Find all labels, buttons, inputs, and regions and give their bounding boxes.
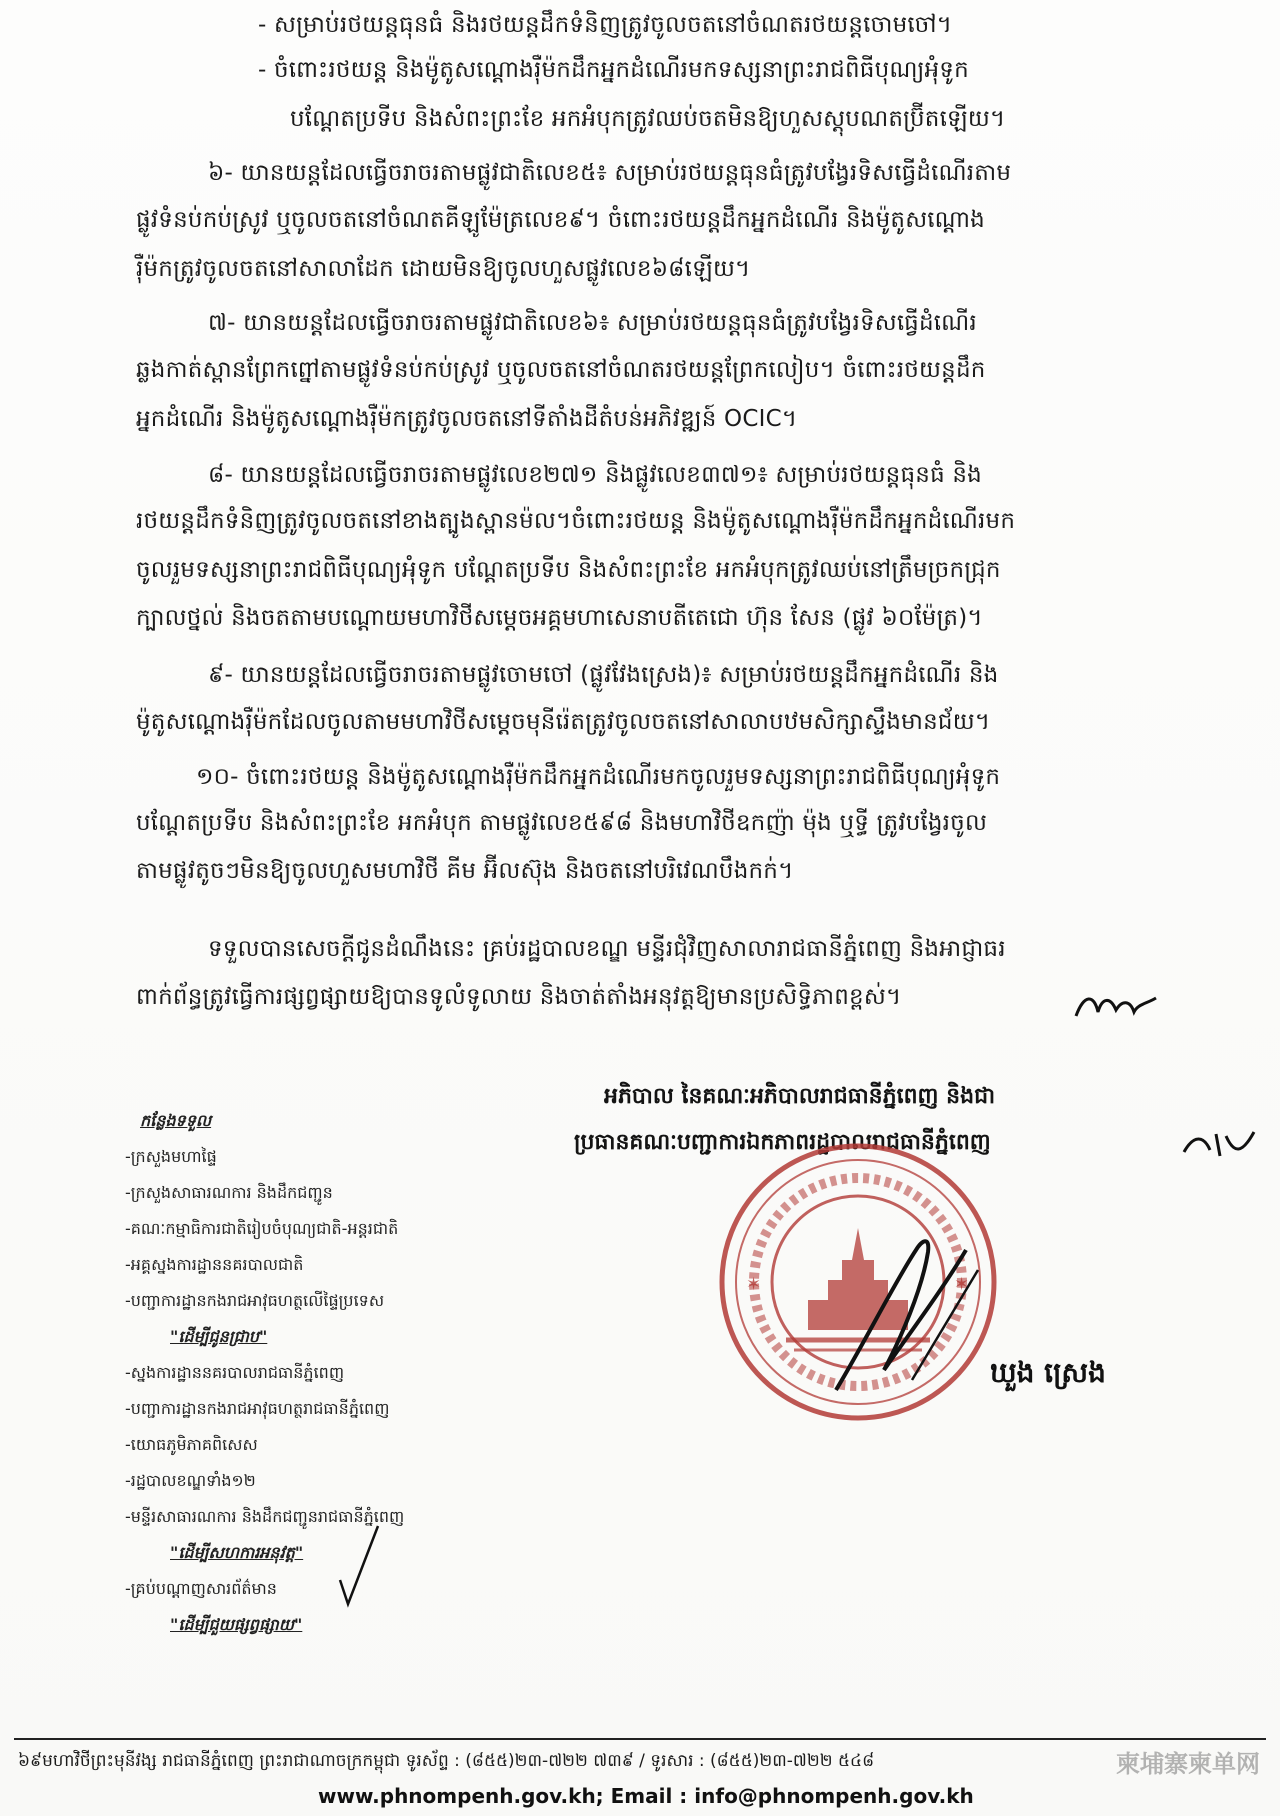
body-line: ទទួលបានសេចក្តីជូនដំណឹងនេះ គ្រប់រដ្ឋបាលខណ្ឌ មន្ទីរជុំវិញសាលារាជធានីភ្នំពេញ និងអាជ្ញាធរ bbox=[208, 936, 1006, 962]
recipient-item: -គ្រប់បណ្តាញសារព័ត៌មាន bbox=[125, 1579, 277, 1598]
handwritten-mark-icon bbox=[1180, 1124, 1260, 1164]
recipient-item: -អគ្គស្នងការដ្ឋាននគរបាលជាតិ bbox=[125, 1255, 304, 1274]
recipient-item: -ក្រសួងសាធារណការ និងដឹកជញ្ជូន bbox=[125, 1183, 333, 1202]
handwritten-initial-icon bbox=[1072, 986, 1162, 1026]
recipient-note: "ដើម្បីសហការអនុវត្ត" bbox=[170, 1543, 304, 1562]
body-line: ១០- ចំពោះរថយន្ត និងម៉ូតូសណ្តោងរ៉ឺម៉កដឹកអ្នកដំណើរមកចូលរួមទស្សនាព្រះរាជពិធីបុណ្យអុំទូក bbox=[196, 764, 1001, 790]
body-line: ចូលរួមទស្សនាព្រះរាជពិធីបុណ្យអុំទូក បណ្តែតប្រទីប និងសំពះព្រះខែ អកអំបុកត្រូវឈប់នៅត្រឹមច្រកជ្រុក bbox=[136, 557, 1001, 583]
body-line: រថយន្តដឹកទំនិញត្រូវចូលចតនៅខាងត្បូងស្ពានម៉ល។ចំពោះរថយន្ត និងម៉ូតូសណ្តោងរ៉ឺម៉កដឹកអ្នកដំណើរមក bbox=[136, 508, 1016, 534]
recipients-title: កន្លែងទទួល bbox=[140, 1111, 212, 1130]
recipient-note: "ដើម្បីជួយផ្សព្វផ្សាយ" bbox=[170, 1615, 303, 1634]
recipient-item: -ស្នងការដ្ឋាននគរបាលរាជធានីភ្នំពេញ bbox=[125, 1363, 345, 1382]
body-line: ផ្លូវទំនប់កប់ស្រូវ ឬចូលចតនៅចំណតគីឡូម៉ែត្រលេខ៩។ ចំពោះរថយន្តដឹកអ្នកដំណើរ និងម៉ូតូសណ្តោង bbox=[136, 207, 985, 233]
body-line: បណ្តែតប្រទីប និងសំពះព្រះខែ អកអំបុកត្រូវឈប់ចតមិនឱ្យហួសស្តុបណតប្រ៊ីតឡើយ។ bbox=[290, 106, 1006, 132]
body-line: រ៉ឺម៉កត្រូវចូលចតនៅសាលាដែក ដោយមិនឱ្យចូលហួសផ្លូវលេខ៦៨ឡើយ។ bbox=[136, 256, 751, 282]
recipient-item: -ក្រសួងមហាផ្ទៃ bbox=[125, 1147, 217, 1166]
body-line: តាមផ្លូវតូចៗមិនឱ្យចូលហួសមហាវិថី គីម អ៊ីលស៊ុង និងចតនៅបរិវេណបឹងកក់។ bbox=[136, 858, 794, 884]
recipient-item: -រដ្ឋបាលខណ្ឌទាំង១២ bbox=[125, 1471, 256, 1490]
official-seal-icon bbox=[716, 1140, 1001, 1425]
body-line: ៨- យានយន្តដែលធ្វើចរាចរតាមផ្លូវលេខ២៧១ និងផ្លូវលេខ៣៧១៖ សម្រាប់រថយន្តធុនធំ និង bbox=[208, 462, 982, 488]
body-line: - សម្រាប់រថយន្តធុនធំ និងរថយន្តដឹកទំនិញត្រូវចូលចតនៅចំណតរថយន្តចោមចៅ។ bbox=[258, 12, 953, 38]
recipient-item: -គណៈកម្មាធិការជាតិរៀបចំបុណ្យជាតិ-អន្តរជាតិ bbox=[125, 1219, 399, 1238]
signatory-title-line1: អភិបាល នៃគណៈអភិបាលរាជធានីភ្នំពេញ និងជា bbox=[604, 1084, 996, 1109]
footer-contact: www.phnompenh.gov.kh; Email : info@phnompenh.gov.kh bbox=[318, 1784, 974, 1808]
footer-address: ៦៩មហាវិថីព្រះមុនីវង្ស រាជធានីភ្នំពេញ ព្រះរាជាណាចក្រកម្ពុជា ទូរស័ព្ទ : (៨៥៥)២៣-៧២២ ៧៣៩ / ទូរសារ : (៨៥៥)២៣-៧២២ ៥៤៨ bbox=[18, 1751, 875, 1771]
body-line: ឆ្លងកាត់ស្ពានព្រែកព្នៅតាមផ្លូវទំនប់កប់ស្រូវ ឬចូលចតនៅចំណតរថយន្តព្រែកលៀប។ ចំពោះរថយន្តដឹក bbox=[136, 357, 986, 383]
body-line: បណ្តែតប្រទីប និងសំពះព្រះខែ អកអំបុក តាមផ្លូវលេខ៥៩៨ និងមហាវិថីឧកញ៉ា ម៉ុង ឬទ្ធី ត្រូវបង្វែរចូល bbox=[136, 810, 988, 836]
recipient-item: -មន្ទីរសាធារណការ និងដឹកជញ្ជូនរាជធានីភ្នំពេញ bbox=[125, 1507, 405, 1526]
signatory-title-line2: ប្រធានគណៈបញ្ជាការឯកភាពរដ្ឋបាលរាជធានីភ្នំពេញ bbox=[574, 1130, 991, 1155]
body-line: - ចំពោះរថយន្ត និងម៉ូតូសណ្តោងរ៉ឺម៉កដឹកអ្នកដំណើរមកទស្សនាព្រះរាជពិធីបុណ្យអុំទូក bbox=[258, 57, 969, 83]
body-line: ៩- យានយន្តដែលធ្វើចរាចរតាមផ្លូវចោមចៅ (ផ្លូវវែងស្រេង)៖ សម្រាប់រថយន្តដឹកអ្នកដំណើរ និង bbox=[208, 662, 999, 688]
recipient-item: -បញ្ជាការដ្ឋានកងរាជអាវុធហត្ថលើផ្ទៃប្រទេស bbox=[125, 1291, 385, 1310]
svg-text:✶: ✶ bbox=[954, 1274, 970, 1295]
body-line: ៧- យានយន្តដែលធ្វើចរាចរតាមផ្លូវជាតិលេខ៦៖ សម្រាប់រថយន្តធុនធំត្រូវបង្វែរទិសធ្វើដំណើរ bbox=[208, 310, 977, 336]
check-mark-icon bbox=[334, 1520, 384, 1610]
signatory-name: ឃួង ស្រេង bbox=[990, 1356, 1106, 1389]
recipient-note: "ដើម្បីជូនជ្រាប" bbox=[170, 1327, 268, 1346]
recipient-item: -យោធភូមិភាគពិសេស bbox=[125, 1435, 258, 1454]
svg-text:✶: ✶ bbox=[746, 1274, 762, 1295]
footer-divider bbox=[14, 1738, 1266, 1740]
body-line: ពាក់ព័ន្ធត្រូវធ្វើការផ្សព្វផ្សាយឱ្យបានទូលំទូលាយ និងចាត់តាំងអនុវត្តឱ្យមានប្រសិទ្ធិភាពខ្ពស់។ bbox=[136, 984, 902, 1010]
watermark-text: 柬埔寨柬单网 bbox=[1116, 1750, 1260, 1778]
body-line: ម៉ូតូសណ្តោងរ៉ឺម៉កដែលចូលតាមមហាវិថីសម្តេចមុនីរ៉េតត្រូវចូលចតនៅសាលាបឋមសិក្សាស្ទឹងមានជ័យ។ bbox=[136, 709, 991, 735]
body-line: ៦- យានយន្តដែលធ្វើចរាចរតាមផ្លូវជាតិលេខ៥៖ សម្រាប់រថយន្តធុនធំត្រូវបង្វែរទិសធ្វើដំណើរតាម bbox=[208, 160, 1012, 186]
recipient-item: -បញ្ជាការដ្ឋានកងរាជអាវុធហត្ថរាជធានីភ្នំពេញ bbox=[125, 1399, 390, 1418]
body-line: ក្បាលថ្នល់ និងចតតាមបណ្តោយមហាវិថីសម្តេចអគ្គមហាសេនាបតីតេជោ ហ៊ុន សែន (ផ្លូវ ៦០ម៉ែត្រ)។ bbox=[136, 605, 983, 631]
body-line: អ្នកដំណើរ និងម៉ូតូសណ្តោងរ៉ឺម៉កត្រូវចូលចតនៅទីតាំងដីតំបន់អភិវឌ្ឍន៍ OCIC។ bbox=[136, 406, 798, 432]
